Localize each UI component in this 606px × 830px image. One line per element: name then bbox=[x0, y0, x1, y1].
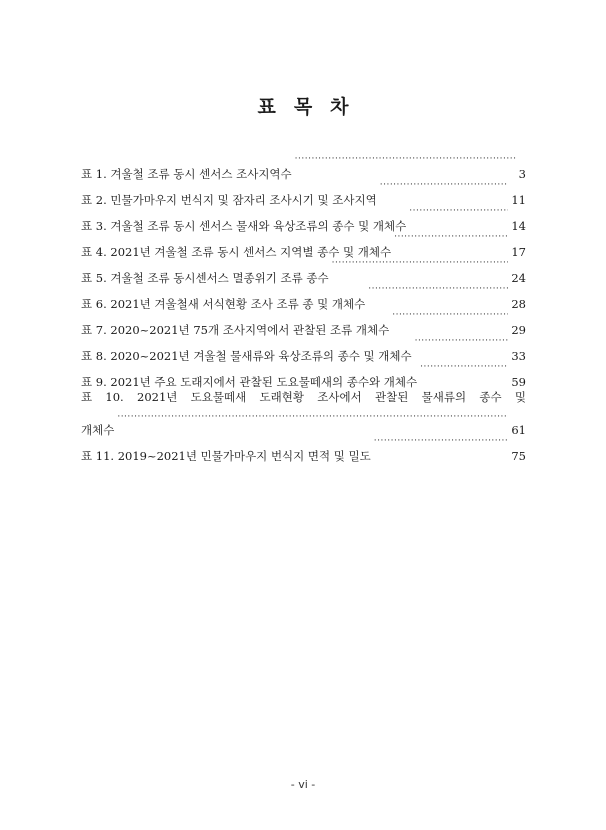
toc-page-number: 17 bbox=[511, 245, 526, 259]
toc-page-number: 14 bbox=[511, 219, 526, 233]
toc-entry-label: 표 2. 민물가마우지 번식지 및 잠자리 조사시기 및 조사지역 bbox=[81, 193, 377, 207]
toc-entry-label: 표 5. 겨울철 조류 동시센서스 멸종위기 조류 종수 bbox=[81, 271, 329, 285]
toc-entry-label: 표 1. 겨울철 조류 동시 센서스 조사지역수 bbox=[81, 167, 292, 181]
toc-page-number: 3 bbox=[518, 167, 526, 181]
dot-leader bbox=[409, 204, 508, 230]
toc-entry-label: 표 4. 2021년 겨울철 조류 동시 센서스 지역별 종수 및 개체수 bbox=[81, 245, 392, 259]
toc-entry-11[interactable] bbox=[81, 434, 526, 463]
dot-leader bbox=[415, 334, 509, 360]
dot-leader bbox=[295, 152, 516, 178]
title-char-2: 목 bbox=[293, 96, 313, 118]
title-char-3: 차 bbox=[330, 96, 349, 118]
table-of-contents bbox=[81, 152, 526, 463]
dot-leader bbox=[374, 434, 509, 460]
toc-entry-label: 표 9. 2021년 주요 도래지에서 관찰된 도요물떼새의 종수와 개체수 bbox=[81, 375, 418, 389]
toc-entry-continuation bbox=[81, 408, 526, 437]
toc-entry-label: 표 10. 2021년 도요물떼새 도래현황 조사에서 관찰된 물새류의 종수 및 bbox=[81, 390, 526, 404]
toc-entry-label: 표 11. 2019~2021년 민물가마우지 번식지 면적 및 밀도 bbox=[81, 449, 371, 463]
toc-entry-10[interactable] bbox=[81, 386, 526, 437]
title-char-1: 표 bbox=[257, 96, 276, 118]
page-title bbox=[0, 92, 606, 119]
dot-leader bbox=[394, 230, 508, 256]
dot-leader bbox=[420, 360, 508, 386]
dot-leader bbox=[368, 282, 508, 308]
toc-page-number: 33 bbox=[511, 349, 526, 363]
dot-leader bbox=[380, 178, 509, 204]
toc-entry-label: 표 7. 2020~2021년 75개 조사지역에서 관찰된 조류 개체수 bbox=[81, 323, 390, 337]
dot-leader bbox=[332, 256, 509, 282]
toc-page-number: 28 bbox=[511, 297, 526, 311]
toc-page-number: 24 bbox=[511, 271, 526, 285]
dot-leader bbox=[392, 308, 508, 334]
dot-leader bbox=[117, 408, 508, 434]
toc-entry-label-cont: 개체수 bbox=[81, 423, 115, 437]
toc-page-number: 59 bbox=[511, 375, 526, 389]
page-footer: - vi - bbox=[290, 778, 316, 791]
toc-page-number: 61 bbox=[511, 423, 526, 437]
toc-page-number: 11 bbox=[511, 193, 526, 207]
toc-entry-1[interactable] bbox=[81, 152, 526, 181]
toc-page-number: 75 bbox=[511, 449, 526, 463]
toc-page-number: 29 bbox=[511, 323, 526, 337]
toc-entry-label: 표 8. 2020~2021년 겨울철 물새류와 육상조류의 종수 및 개체수 bbox=[81, 349, 412, 363]
toc-entry-label: 표 6. 2021년 겨울철새 서식현황 조사 조류 종 및 개체수 bbox=[81, 297, 366, 311]
toc-entry-label: 표 3. 겨울철 조류 동시 센서스 물새와 육상조류의 종수 및 개체수 bbox=[81, 219, 407, 233]
